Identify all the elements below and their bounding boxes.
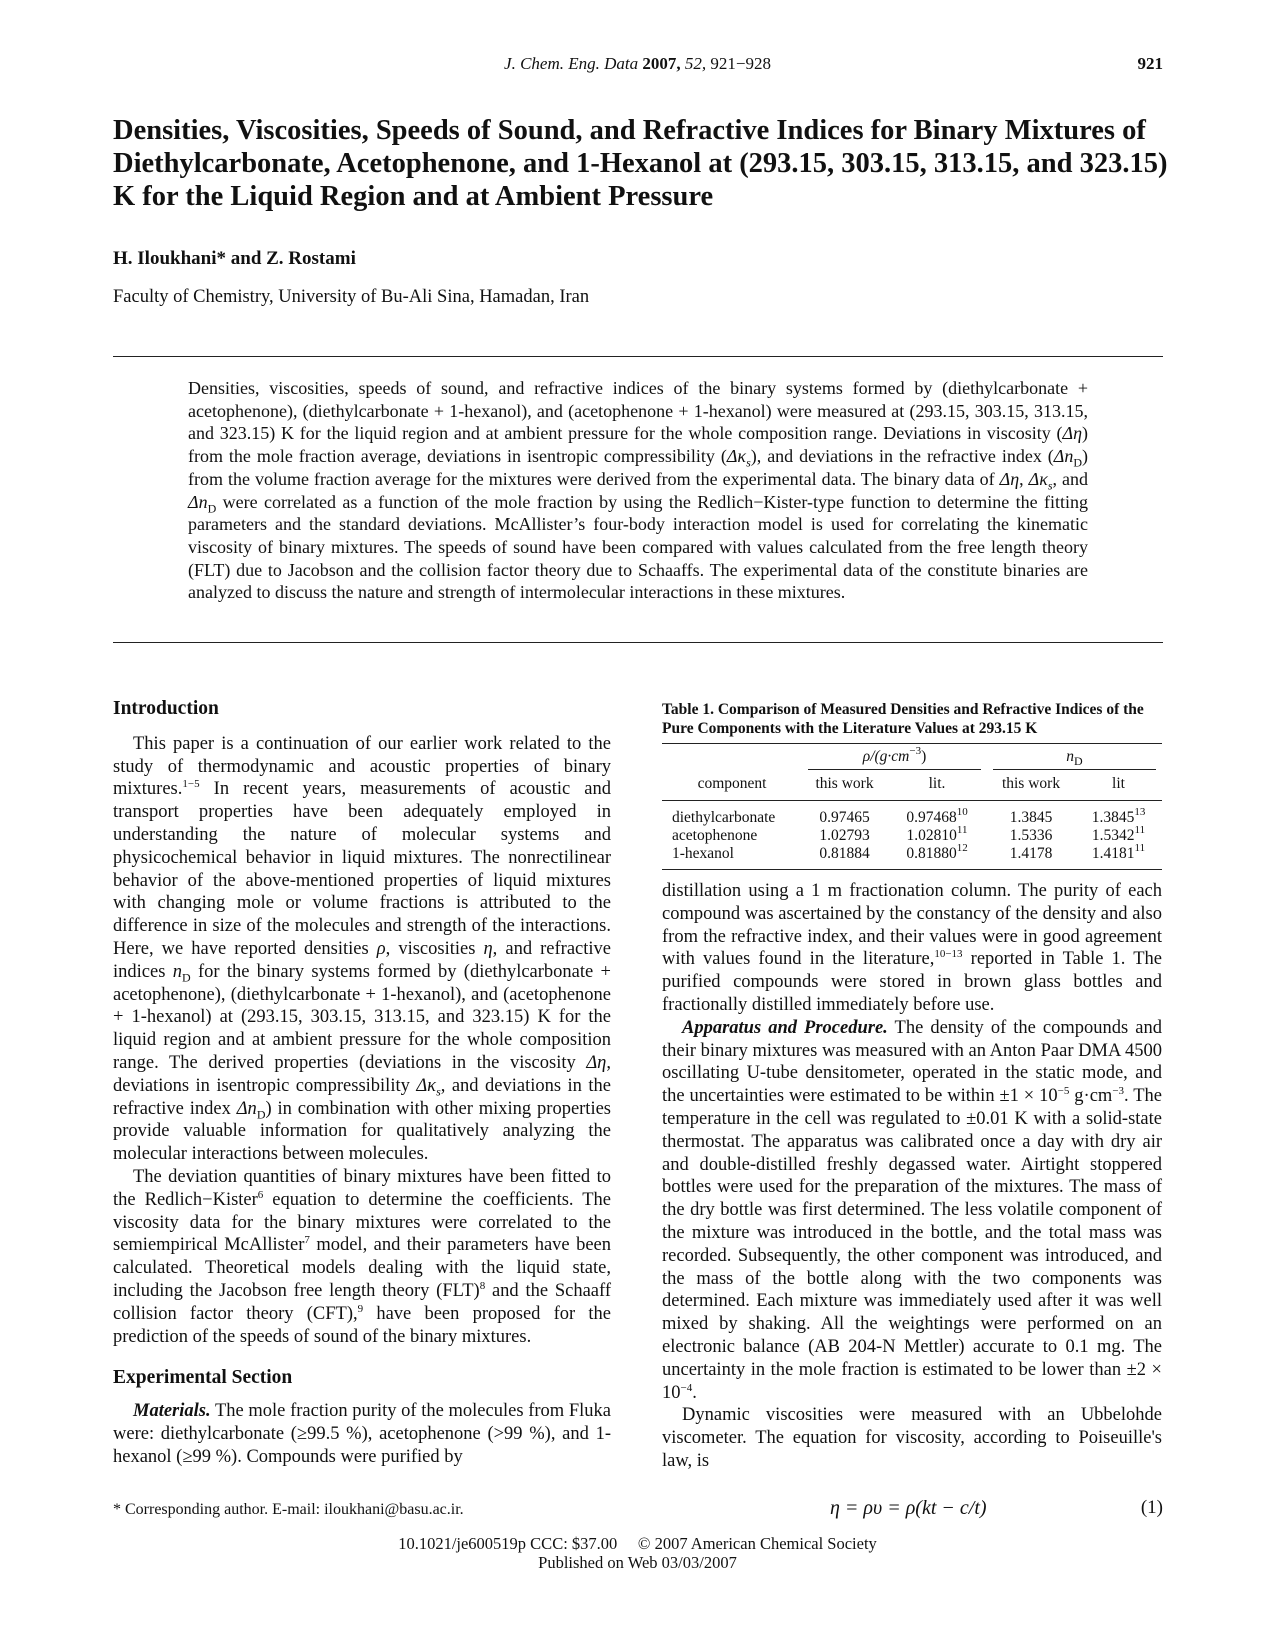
table-1: [662, 743, 1162, 870]
right-column: [662, 880, 1162, 1473]
cell-value: 1.5336: [1009, 827, 1053, 844]
text: and the Schaaff collision factor theory (CFT),: [113, 1280, 611, 1324]
cell-component: 1-hexanol: [672, 845, 734, 862]
citation: 10−13: [934, 948, 963, 961]
header-text: n: [1066, 748, 1075, 765]
citation: 8: [479, 1279, 486, 1292]
subscript: D: [1073, 455, 1083, 470]
subscript: D: [207, 501, 217, 516]
intro-paragraph-1: [113, 733, 611, 1166]
text: , viscosities: [385, 938, 484, 959]
text: for the binary systems formed by (diethylcarbonate + acetophenone), (diethylcarbonate + 1-hexanol), and (acetophenone + 1-hexanol) at (293.15, 303.15, 313.15, and 323.15) K for the liquid region and at ambient pressure for the whole composition range. The derived properties (deviations in the viscosity: [113, 961, 611, 1073]
published-date: Published on Web 03/03/2007: [538, 1553, 737, 1572]
cell-value: 1.3845: [1009, 809, 1053, 826]
cell-value: [1075, 842, 1162, 869]
abstract-top-rule: [113, 356, 1163, 357]
text: The deviation quantities of binary mixtures have been fitted to the Redlich−Kister: [113, 1166, 611, 1210]
cell-component: acetophenone: [672, 827, 758, 844]
section-heading-introduction: Introduction: [113, 698, 219, 719]
cell-value: [887, 842, 987, 869]
symbol-delta-n: Δn: [188, 491, 208, 512]
viscosity-paragraph: Dynamic viscosities were measured with an Ubbelohde viscometer. The equation for viscosity, according to Poiseuille's law, is: [662, 1405, 1162, 1471]
subscript: s: [1047, 478, 1053, 493]
symbol-eta: η: [483, 938, 493, 959]
abstract: [188, 377, 1088, 604]
column-header-lit: lit: [1112, 775, 1125, 792]
text: In recent years, measurements of acoustic and transport properties have been adequately employed in understanding the nature of molecular systems and physicochemical behavior in liquid mixtures. The nonrectilinear behavior of the above-mentioned properties of liquid mixtures with changing mole or volume fractions is attributed to the difference in size of the molecules and strength of the interactions. Here, we have reported densities: [113, 779, 611, 959]
cell-value: 1.4178: [1009, 845, 1053, 862]
citation: 10: [956, 806, 968, 818]
value: 1.4181: [1091, 845, 1135, 862]
cell-component: diethylcarbonate: [672, 809, 776, 826]
symbol-delta-kappa: Δκ: [1028, 468, 1048, 489]
column-header-lit: lit.: [928, 775, 946, 792]
table-1-caption: Table 1. Comparison of Measured Densities and Refractive Indices of the Pure Components with the Literature Values at 293.15 K: [662, 701, 1144, 737]
cell-value: [1075, 801, 1162, 827]
symbol-n: n: [172, 961, 182, 982]
citation: 1−5: [182, 778, 200, 791]
column-header-component: component: [697, 775, 767, 792]
value: 0.81880: [906, 845, 957, 862]
abstract-text: ), and deviations in the refractive index (: [750, 446, 1054, 467]
text: distillation using a 1 m fractionation column. The purity of each compound was ascertained by the constancy of the density and also from the refractive index, and their values were in good agreement with values found in the literature,: [662, 881, 1162, 970]
symbol-delta-n: Δn: [236, 1098, 257, 1119]
superscript: −3: [909, 745, 922, 757]
abstract-text: , and: [1052, 468, 1089, 489]
abstract-bottom-rule: [113, 642, 1163, 643]
superscript: −4: [680, 1381, 693, 1394]
superscript: −3: [1112, 1085, 1125, 1098]
table-row: [662, 845, 1162, 869]
abstract-text: ,: [1019, 468, 1029, 489]
abstract-text: Densities, viscosities, speeds of sound, and refractive indices of the binary systems formed by (diethylcarbonate + acetophenone), (diethylcarbonate + 1-hexanol), and (acetophenone + 1-hexanol) were measured at (293.15, 303.15, 313.15, and 323.15) K for the liquid region and at ambient pressure for the whole composition range. Deviations in viscosity (: [188, 378, 1088, 444]
section-heading-experimental: Experimental Section: [113, 1367, 293, 1389]
cell-value: 0.81884: [819, 845, 870, 862]
journal-pages: 921−928: [710, 54, 771, 73]
publication-footer: [0, 1534, 1275, 1572]
cell-value: [887, 824, 987, 845]
text: . The temperature in the cell was regulated to ±0.01 K with a solid-state thermostat. The apparatus was calibrated once a day with dry air and double-distilled freshly degassed water. Airtight stoppered bottles were used for the preparation of the mixtures. The mass of the dry bottle was first determined. The less volatile component of the mixture was introduced in the bottle, and the total mass was recorded. Subsequently, the other component was introduced, and the mass of the bottle along with the two components was determined. Each mixture was immediately used after it was well mixed by shaking. All the weightings were performed on an electronic balance (AB 204-N Mettler) accurate to 0.1 mg. The uncertainty in the mole fraction is estimated to be lower than ±2 × 10: [662, 1086, 1162, 1403]
symbol-delta-eta: Δη: [586, 1052, 607, 1073]
column-header-this-work: this work: [1001, 775, 1061, 792]
column-header-this-work: this work: [815, 775, 874, 792]
symbol-rho: ρ: [376, 938, 386, 959]
text: have been proposed for the prediction of the speeds of sound of the binary mixtures.: [113, 1303, 611, 1347]
text: g·cm: [1069, 1086, 1113, 1107]
authors: H. Iloukhani* and Z. Rostami: [113, 248, 356, 269]
copyright: © 2007 American Chemical Society: [637, 1534, 877, 1553]
value: 0.97468: [906, 809, 957, 826]
symbol-delta-kappa: Δκ: [416, 1075, 437, 1096]
text: model, and their parameters have been calculated. Theoretical models dealing with the liquid state, including the Jacobson free length theory (FLT): [113, 1235, 611, 1301]
apparatus-paragraph: [662, 1017, 1162, 1405]
citation: 11: [1134, 824, 1146, 836]
subscript: s: [436, 1084, 441, 1099]
subscript: D: [1074, 754, 1083, 769]
materials-paragraph: [113, 1400, 611, 1468]
value: 1.5342: [1091, 827, 1135, 844]
journal-year: 2007,: [642, 54, 681, 73]
text: This paper is a continuation of our earlier work related to the study of thermodynamic and acoustic properties of binary mixtures.: [113, 733, 611, 800]
text: , and refractive indices: [113, 938, 611, 982]
symbol-delta-n: Δn: [1053, 446, 1074, 467]
table-row: [662, 827, 1162, 845]
cell-value: [887, 801, 987, 827]
text: , and deviations in the refractive index: [113, 1075, 611, 1119]
text: The mole fraction purity of the molecules from Fluka were: diethylcarbonate (≥99.5 %), acetophenone (>99 %), and 1-hexanol (≥99 %). Compounds were purified by: [113, 1401, 611, 1467]
materials-continuation: [662, 880, 1162, 1017]
citation: 11: [1134, 842, 1146, 854]
journal-volume: 52,: [684, 54, 707, 73]
text: , deviations in isentropic compressibility: [113, 1052, 611, 1096]
subscript: D: [256, 1107, 266, 1122]
running-header: [0, 54, 1275, 74]
cell-value: [1075, 824, 1162, 845]
corresponding-author-footnote: * Corresponding author. E-mail: iloukhani@basu.ac.ir.: [113, 1501, 464, 1518]
symbol-delta-kappa: Δκ: [726, 446, 747, 467]
text: equation to determine the coefficients. The viscosity data for the binary mixtures were correlated to the semiempirical McAllister: [113, 1189, 611, 1256]
equation-number: (1): [1140, 1497, 1163, 1518]
citation: 13: [1134, 806, 1146, 818]
header-text: ρ/(g·cm: [862, 748, 910, 765]
value: 1.02810: [906, 827, 957, 844]
citation: 11: [956, 824, 968, 836]
intro-paragraph-2: [113, 1166, 611, 1348]
table-row: [662, 801, 1162, 827]
symbol-delta-eta: Δη: [1062, 423, 1082, 444]
journal-name: J. Chem. Eng. Data: [504, 54, 639, 73]
materials-label: Materials.: [133, 1401, 211, 1422]
abstract-text: were correlated as a function of the mole fraction by using the Redlich−Kister-type function to determine the fitting parameters and the standard deviations. McAllister’s four-body interaction model is used for correlating the kinematic viscosity of binary mixtures. The speeds of sound have been compared with values calculated from the free length theory (FLT) due to Jacobson and the collision factor theory due to Schaaffs. The experimental data of the constitute binaries are analyzed to discuss the nature and strength of intermolecular interactions in these mixtures.: [188, 491, 1088, 603]
subscript: D: [181, 970, 191, 985]
text: ) in combination with other mixing properties provide valuable information for qualitatively analyzing the molecular interactions between molecules.: [113, 1098, 612, 1165]
affiliation: Faculty of Chemistry, University of Bu-Ali Sina, Hamadan, Iran: [113, 287, 590, 307]
abstract-text: ) from the mole fraction average, deviations in isentropic compressibility (: [188, 423, 1088, 467]
symbol-delta-eta: Δη: [999, 468, 1020, 489]
abstract-text: ) from the volume fraction average for the mixtures were derived from the experimental data. The binary data of: [188, 446, 1089, 489]
citation: 9: [357, 1302, 364, 1315]
equation-1: η = ρυ = ρ(kt − c/t): [830, 1497, 987, 1519]
citation: 7: [304, 1234, 310, 1247]
value: 1.3845: [1091, 809, 1135, 826]
cell-value: 0.97465: [819, 809, 870, 826]
citation: 12: [956, 842, 968, 854]
text: .: [692, 1382, 697, 1403]
article-title: Densities, Viscosities, Speeds of Sound, and Refractive Indices for Binary Mixtures of Diethylcarbonate, Acetophenone, and 1-Hexanol at (293.15, 303.15, 313.15, and 323.15) K for the Liquid Region and at Ambient Pressure: [113, 115, 1168, 212]
apparatus-label: Apparatus and Procedure.: [682, 1017, 888, 1038]
doi-line: 10.1021/je600519p CCC: $37.00: [398, 1534, 618, 1553]
text: reported in Table 1. The purified compounds were stored in brown glass bottles and fractionally distilled immediately before use.: [662, 949, 1162, 1015]
citation: 6: [257, 1188, 264, 1201]
page-number: 921: [1137, 54, 1163, 73]
header-text: ): [921, 748, 927, 765]
cell-value: 1.02793: [819, 827, 870, 844]
table-group-refractive: [987, 748, 1162, 769]
superscript: −5: [1057, 1085, 1070, 1098]
text: The density of the compounds and their binary mixtures was measured with an Anton Paar DMA 4500 oscillating U-tube densitometer, operated in the static mode, and the uncertainties were estimated to be within ±1 × 10: [662, 1017, 1162, 1107]
left-column: [113, 698, 611, 1469]
subscript: s: [746, 455, 751, 470]
table-group-density: [802, 745, 987, 769]
